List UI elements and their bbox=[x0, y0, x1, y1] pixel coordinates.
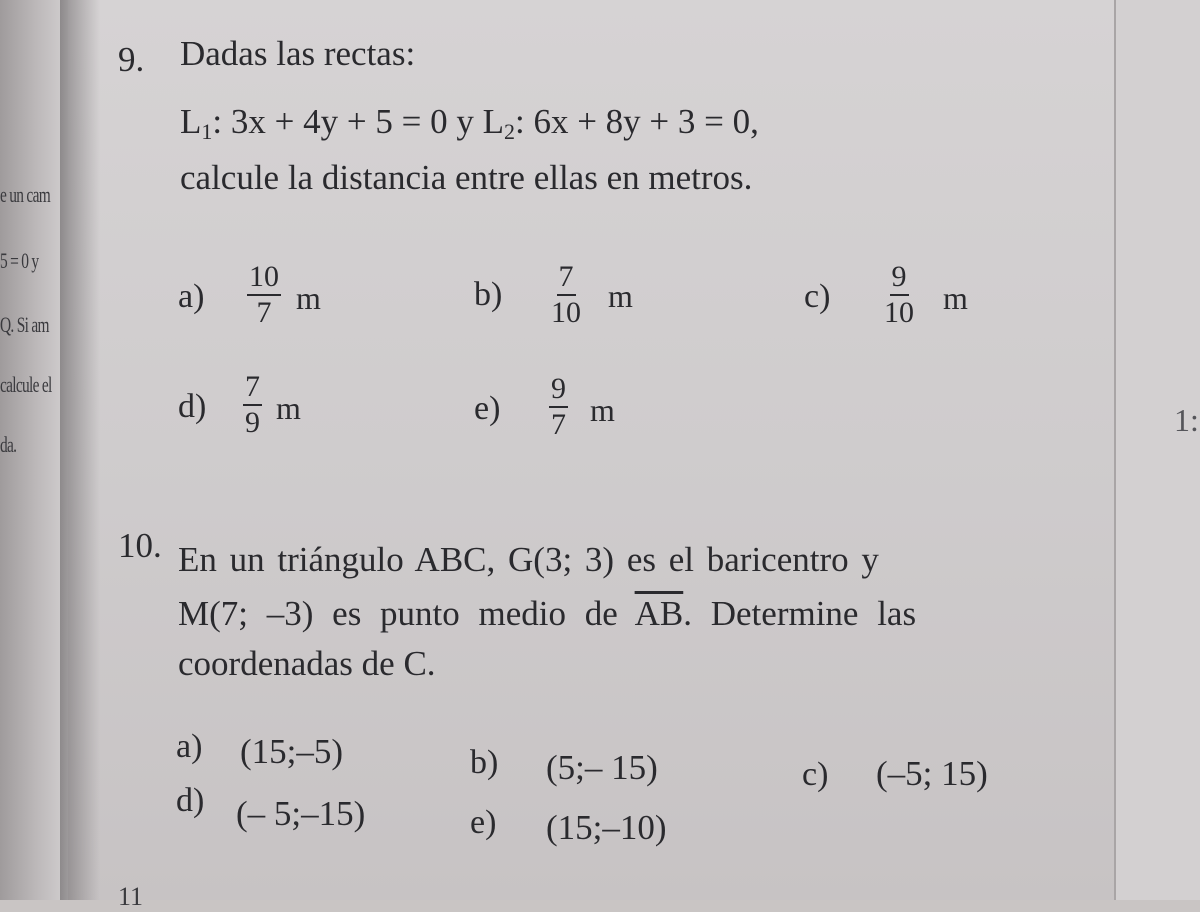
q10-option-a-letter: a) bbox=[176, 728, 203, 765]
q10-option-a-value: (15;–5) bbox=[240, 732, 344, 771]
question-10-line-2: M(7; –3) es punto medio de $\overline{AB}$. Determine las bbox=[178, 594, 917, 633]
q9-option-a-fraction: $\frac{10}{7}$ bbox=[249, 260, 279, 329]
q9-option-a-letter: a) bbox=[178, 278, 205, 315]
next-page-edge bbox=[1114, 0, 1200, 900]
question-9-prompt: calcule la distancia entre ellas en metros. bbox=[180, 158, 753, 197]
page-number-fragment: 1: bbox=[1174, 402, 1199, 438]
q9-option-b-letter: b) bbox=[474, 276, 503, 313]
left-page-fragment: e un cam bbox=[0, 182, 50, 207]
question-10-number: 10. bbox=[118, 526, 162, 565]
left-page-fragment: calcule el bbox=[0, 372, 52, 397]
left-page-fragment: da. bbox=[0, 432, 17, 457]
q9-option-b-unit: m bbox=[608, 278, 633, 314]
question-9-equations: $L_1$: 3x + 4y + 5 = 0 y $L_2$: 6x + 8y + 3 = 0, bbox=[180, 102, 759, 144]
question-10-line-3: coordenadas de C. bbox=[178, 644, 436, 683]
question-10-line-1: En un triángulo ABC, G(3; 3) es el baricentro y bbox=[178, 540, 879, 579]
q10-option-c-letter: c) bbox=[802, 756, 829, 793]
q9-option-a-unit: m bbox=[296, 280, 321, 316]
q10-option-c-value: (–5; 15) bbox=[876, 754, 988, 793]
question-9-title: Dadas las rectas: bbox=[180, 34, 416, 73]
q9-option-e-unit: m bbox=[590, 392, 615, 428]
left-page-fragment: 5 = 0 y bbox=[0, 248, 39, 273]
page-gutter-shadow bbox=[60, 0, 100, 900]
q9-option-d-fraction: $\frac{7}{9}$ bbox=[245, 370, 260, 439]
q10-option-d-value: (– 5;–15) bbox=[236, 794, 366, 833]
q9-option-e-letter: e) bbox=[474, 390, 501, 427]
q10-option-d-letter: d) bbox=[176, 782, 205, 819]
q9-option-c-fraction: $\frac{9}{10}$ bbox=[884, 260, 914, 329]
left-page-fragment: Q. Si am bbox=[0, 312, 49, 337]
q9-option-c-unit: m bbox=[943, 280, 968, 316]
q10-option-e-letter: e) bbox=[470, 804, 497, 841]
q10-option-e-value: (15;–10) bbox=[546, 808, 667, 847]
q9-option-d-unit: m bbox=[276, 390, 301, 426]
q9-option-c-letter: c) bbox=[804, 278, 831, 315]
q10-option-b-value: (5;– 15) bbox=[546, 748, 658, 787]
next-question-fragment: 11 bbox=[118, 882, 144, 911]
question-9-number: 9. bbox=[118, 40, 145, 79]
q9-option-d-letter: d) bbox=[178, 388, 207, 425]
q9-option-b-fraction: $\frac{7}{10}$ bbox=[551, 260, 581, 329]
q9-option-e-fraction: $\frac{9}{7}$ bbox=[551, 372, 566, 441]
q10-option-b-letter: b) bbox=[470, 744, 499, 781]
previous-page-edge bbox=[0, 0, 68, 900]
